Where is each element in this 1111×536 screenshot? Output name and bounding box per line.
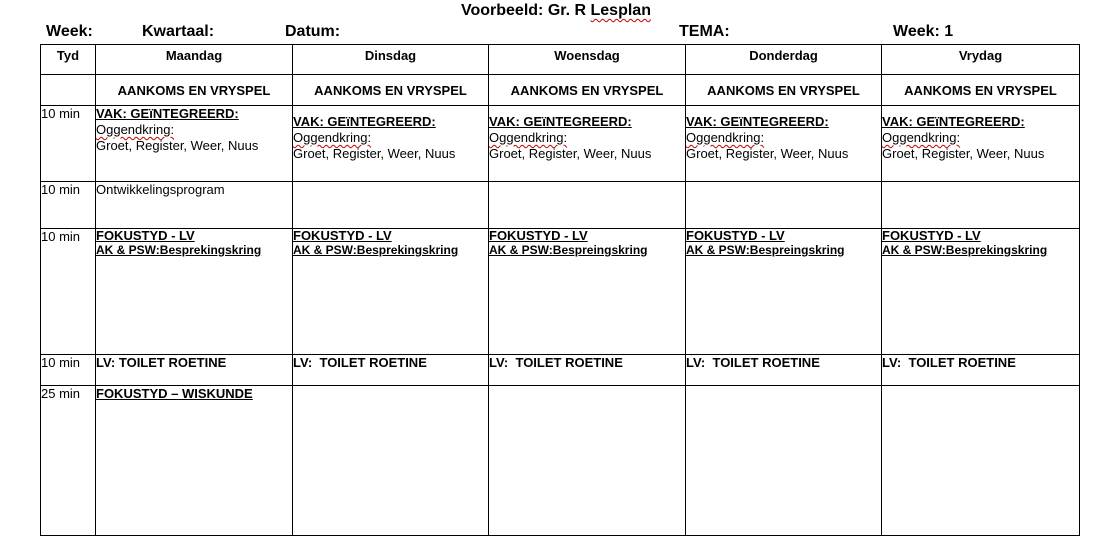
focus-lv-cell — [489, 229, 686, 355]
time-cell: 10 min — [41, 182, 96, 229]
toilet-row — [41, 355, 1080, 386]
kring-label: Oggendkring: — [489, 130, 568, 145]
focus-math-row — [41, 386, 1080, 536]
week-number: Week: 1 — [893, 23, 954, 40]
fokus-label: FOKUSTYD - LV — [882, 228, 981, 243]
toilet-cell: LV: TOILET ROETINE — [96, 355, 293, 386]
empty-cell — [686, 386, 882, 536]
title-prefix: Voorbeeld: Gr. R — [461, 2, 591, 19]
arrival-cell: AANKOMS EN VRYSPEL — [882, 75, 1080, 106]
kring-text: Groet, Register, Weer, Nuus — [882, 146, 1045, 161]
sub-item: AK & PSW:Besprekingskring — [882, 243, 1048, 257]
sub-item: AK & PSW:Besprekingskring — [293, 243, 459, 257]
day-header-row — [41, 45, 1080, 75]
kring-text: Groet, Register, Weer, Nuus — [96, 138, 259, 153]
time-cell: 10 min — [41, 106, 96, 182]
toilet-cell: LV: TOILET ROETINE — [489, 355, 686, 386]
fokus-math-label: FOKUSTYD – WISKUNDE — [96, 386, 253, 401]
header-row — [0, 23, 1111, 43]
vak-label: VAK: GEïNTEGREERD: — [96, 106, 239, 121]
development-row — [41, 182, 1080, 229]
toilet-cell: LV: TOILET ROETINE — [882, 355, 1080, 386]
vak-label: VAK: GEïNTEGREERD: — [882, 114, 1025, 129]
toilet-cell: LV: TOILET ROETINE — [293, 355, 489, 386]
lesson-plan-table — [40, 44, 1080, 536]
kring-label: Oggendkring: — [96, 122, 175, 137]
empty-cell — [882, 386, 1080, 536]
kwartaal-label: Kwartaal: — [142, 23, 215, 40]
vak-label: VAK: GEïNTEGREERD: — [686, 114, 829, 129]
arrival-cell: AANKOMS EN VRYSPEL — [96, 75, 293, 106]
arrival-cell: AANKOMS EN VRYSPEL — [293, 75, 489, 106]
empty-cell — [293, 182, 489, 229]
focus-lv-cell — [882, 229, 1080, 355]
page-title — [461, 2, 651, 20]
day-header: Donderdag — [686, 45, 882, 75]
focus-lv-cell — [686, 229, 882, 355]
time-cell: 10 min — [41, 229, 96, 355]
kring-text: Groet, Register, Weer, Nuus — [686, 146, 849, 161]
arrival-cell: AANKOMS EN VRYSPEL — [489, 75, 686, 106]
focus-lv-cell — [293, 229, 489, 355]
arrival-row — [41, 75, 1080, 106]
development-text: Ontwikkelingsprogram — [96, 182, 225, 197]
time-cell: 10 min — [41, 355, 96, 386]
fokus-label: FOKUSTYD - LV — [489, 228, 588, 243]
focus-lv-cell — [96, 229, 293, 355]
empty-cell — [686, 182, 882, 229]
empty-cell — [293, 386, 489, 536]
kring-label: Oggendkring: — [686, 130, 765, 145]
integrated-cell — [96, 106, 293, 182]
kring-text: Groet, Register, Weer, Nuus — [489, 146, 652, 161]
day-header: Vrydag — [882, 45, 1080, 75]
development-cell — [96, 182, 293, 229]
toilet-cell: LV: TOILET ROETINE — [686, 355, 882, 386]
kring-text: Groet, Register, Weer, Nuus — [293, 146, 456, 161]
sub-item: AK & PSW:Bespreingskring — [686, 243, 845, 257]
fokus-label: FOKUSTYD - LV — [96, 228, 195, 243]
vak-label: VAK: GEïNTEGREERD: — [293, 114, 436, 129]
time-cell: 25 min — [41, 386, 96, 536]
fokus-label: FOKUSTYD - LV — [686, 228, 785, 243]
integrated-row — [41, 106, 1080, 182]
tema-label: TEMA: — [679, 23, 730, 40]
focus-math-cell — [96, 386, 293, 536]
integrated-cell — [489, 106, 686, 182]
day-header: Maandag — [96, 45, 293, 75]
day-header: Dinsdag — [293, 45, 489, 75]
sub-item: AK & PSW:Besprekingskring — [96, 243, 262, 257]
week-label: Week: — [46, 23, 93, 40]
integrated-cell — [293, 106, 489, 182]
datum-label: Datum: — [285, 23, 341, 40]
time-cell-empty — [41, 75, 96, 106]
focus-lv-row — [41, 229, 1080, 355]
empty-cell — [489, 182, 686, 229]
integrated-cell — [686, 106, 882, 182]
kring-label: Oggendkring: — [293, 130, 372, 145]
kring-label: Oggendkring: — [882, 130, 961, 145]
empty-cell — [489, 386, 686, 536]
empty-cell — [882, 182, 1080, 229]
arrival-cell: AANKOMS EN VRYSPEL — [686, 75, 882, 106]
tyd-header: Tyd — [41, 45, 96, 75]
day-header: Woensdag — [489, 45, 686, 75]
title-word: Lesplan — [590, 2, 651, 19]
vak-label: VAK: GEïNTEGREERD: — [489, 114, 632, 129]
integrated-cell — [882, 106, 1080, 182]
fokus-label: FOKUSTYD - LV — [293, 228, 392, 243]
sub-item: AK & PSW:Bespreingskring — [489, 243, 648, 257]
